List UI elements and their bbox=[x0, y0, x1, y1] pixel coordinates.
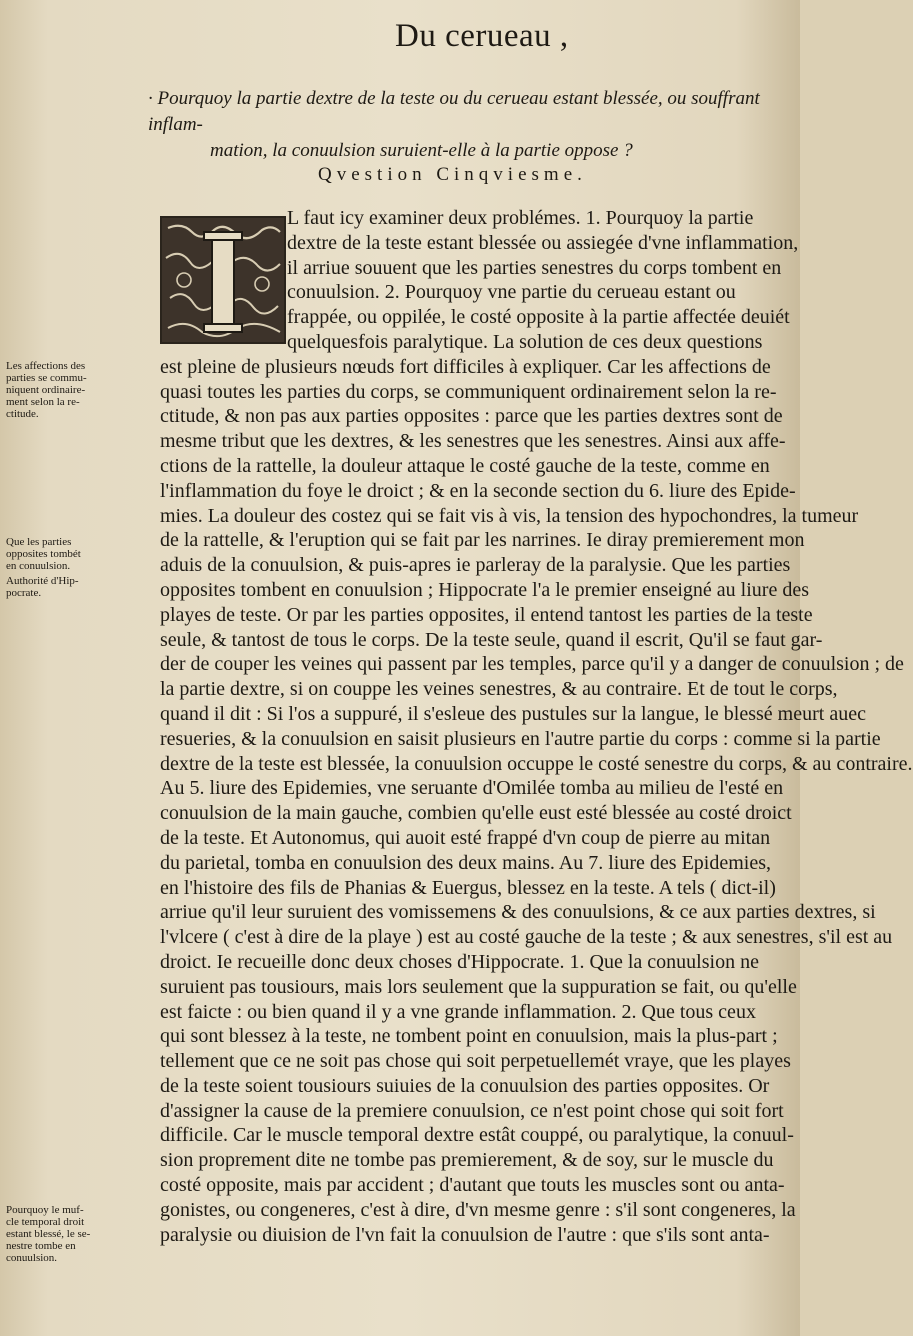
chapter-question-line-1: · Pourquoy la partie dextre de la teste ou du cerueau estant blessée, ou souffrant inflam- bbox=[148, 88, 760, 135]
body-text-line: est pleine de plusieurs nœuds fort difficiles à expliquer. Car les affections de bbox=[160, 355, 771, 378]
body-text-line: sion proprement dite ne tombe pas premierement, & de soy, sur le muscle du bbox=[160, 1149, 774, 1172]
chapter-question-line-2: mation, la conuulsion suruient-elle à la partie oppose ? bbox=[210, 140, 633, 161]
body-text-line: de la teste soient tousiours suiuies de la conuulsion des parties opposites. Or bbox=[160, 1074, 770, 1097]
body-text-line: l'inflammation du foye le droict ; & en la seconde section du 6. liure des Epide- bbox=[160, 479, 796, 502]
body-text-line: en l'histoire des fils de Phanias & Euergus, blessez en la teste. A tels ( dict-il) bbox=[160, 876, 776, 899]
body-text-line: playes de teste. Or par les parties opposites, il entend tantost les parties de la teste bbox=[160, 603, 813, 626]
body-text-line: mesme tribut que les dextres, & les senestres que les senestres. Ainsi aux affe- bbox=[160, 430, 786, 453]
body-text-line: dextre de la teste est blessée, la conuulsion occuppe le costé senestre du corps, & au contraire. bbox=[160, 752, 913, 775]
chapter-question bbox=[148, 86, 768, 164]
body-text-line: Au 5. liure des Epidemies, vne seruante d'Omilée tomba au milieu de l'esté en bbox=[160, 777, 784, 800]
body-text-line: L faut icy examiner deux problémes. 1. Pourquoy la partie bbox=[287, 207, 754, 229]
body-text-line: der de couper les veines qui passent par les temples, parce qu'il y a danger de conuulsion ; de bbox=[160, 653, 904, 676]
body-text-line: quasi toutes les parties du corps, se communiquent ordinairement selon la re- bbox=[160, 380, 777, 403]
body-text-line: ctions de la rattelle, la douleur attaque le costé gauche de la teste, comme en bbox=[160, 454, 770, 477]
body-text bbox=[160, 206, 913, 1247]
body-text-line: resueries, & la conuulsion en saisit plusieurs en l'autre partie du corps : comme si la partie bbox=[160, 727, 881, 750]
body-text-line: quelquesfois paralytique. La solution de ces deux questions bbox=[287, 330, 763, 353]
margin-note-1: Les affections des parties se commu- niquent ordinaire- ment selon la re- ctitude. bbox=[6, 360, 87, 420]
body-text-line: tellement que ce ne soit pas chose qui soit perpetuellemét vraye, que les playes bbox=[160, 1050, 791, 1073]
body-text-line: conuulsion de la main gauche, combien qu'elle eust esté blessée au costé droict bbox=[160, 802, 792, 825]
body-text-line: droict. Ie recueille donc deux choses d'Hippocrate. 1. Que la conuulsion ne bbox=[160, 950, 759, 973]
body-text-line: costé opposite, mais par accident ; d'autant que touts les muscles sont ou anta- bbox=[160, 1174, 785, 1197]
question-title: Qvestion Cinqviesme. bbox=[318, 164, 587, 185]
margin-note-4: Pourquoy le muf- cle temporal droit estant blessé, le se- nestre tombe en conuulsion. bbox=[6, 1204, 91, 1264]
body-text-line: quand il dit : Si l'os a suppuré, il s'esleue des pustules sur la langue, le blessé meurt auec bbox=[160, 702, 866, 725]
body-text-line: aduis de la conuulsion, & puis-apres ie parleray de la paralysie. Que les parties bbox=[160, 554, 791, 577]
margin-note-2: Que les parties opposites tombét en conuulsion. bbox=[6, 536, 81, 572]
body-text-line: seule, & tantost de tous le corps. De la teste seule, quand il escrit, Qu'il se faut gar- bbox=[160, 628, 823, 651]
body-text-line: la partie dextre, si on couppe les veines senestres, & au contraire. Et de tout le corps, bbox=[160, 678, 838, 701]
body-text-line: gonistes, ou congeneres, c'est à dire, d'vn mesme genre : s'il sont congeneres, la bbox=[160, 1198, 796, 1221]
body-text-line: est faicte : ou bien quand il y a vne grande inflammation. 2. Que tous ceux bbox=[160, 1000, 756, 1023]
body-text-line: suruient pas tousiours, mais lors seulement que la suppuration se fait, ou qu'elle bbox=[160, 975, 797, 998]
body-text-line: de la rattelle, & l'eruption qui se fait par les narrines. Ie diray premierement mon bbox=[160, 529, 805, 552]
running-header: Du cerueau , bbox=[395, 18, 569, 54]
body-text-line: mies. La douleur des costez qui se fait vis à vis, la tension des hypochondres, la tumeur bbox=[160, 504, 859, 527]
body-text-line: du parietal, tomba en conuulsion des deux mains. Au 7. liure des Epidemies, bbox=[160, 851, 771, 874]
body-text-line: difficile. Car le muscle temporal dextre estât couppé, ou paralytique, la conuul- bbox=[160, 1124, 794, 1147]
body-text-line: frappée, ou oppilée, le costé opposite à la partie affectée deuiét bbox=[287, 306, 790, 329]
body-text-line: dextre de la teste estant blessée ou assiegée d'vne inflammation, bbox=[287, 231, 799, 254]
body-text-line: de la teste. Et Autonomus, qui auoit esté frappé d'vn coup de pierre au mitan bbox=[160, 826, 771, 849]
body-text-line: conuulsion. 2. Pourquoy vne partie du cerueau estant ou bbox=[287, 281, 736, 304]
body-text-line: arriue qu'il leur suruient des vomissemens & des conuulsions, & ce aux parties dextres, si bbox=[160, 901, 876, 924]
body-text-line: d'assigner la cause de la premiere conuulsion, ce n'est point chose qui soit fort bbox=[160, 1099, 784, 1122]
body-text-line: qui sont blessez à la teste, ne tombent point en conuulsion, mais la plus-part ; bbox=[160, 1025, 778, 1048]
body-text-line: opposites tombent en conuulsion ; Hippocrate l'a le premier enseigné au liure des bbox=[160, 578, 809, 601]
body-text-line: paralysie ou diuision de l'vn fait la conuulsion de l'autre : que s'ils sont anta- bbox=[160, 1223, 770, 1246]
body-text-line: ctitude, & non pas aux parties opposites : parce que les parties dextres sont de bbox=[160, 405, 783, 428]
body-text-line: l'vlcere ( c'est à dire de la playe ) est au costé gauche de la teste ; & aux senestres, s'il est au bbox=[160, 926, 893, 949]
margin-note-3: Authorité d'Hip- pocrate. bbox=[6, 575, 79, 599]
body-text-line: il arriue souuent que les parties senestres du corps tombent en bbox=[287, 256, 782, 279]
